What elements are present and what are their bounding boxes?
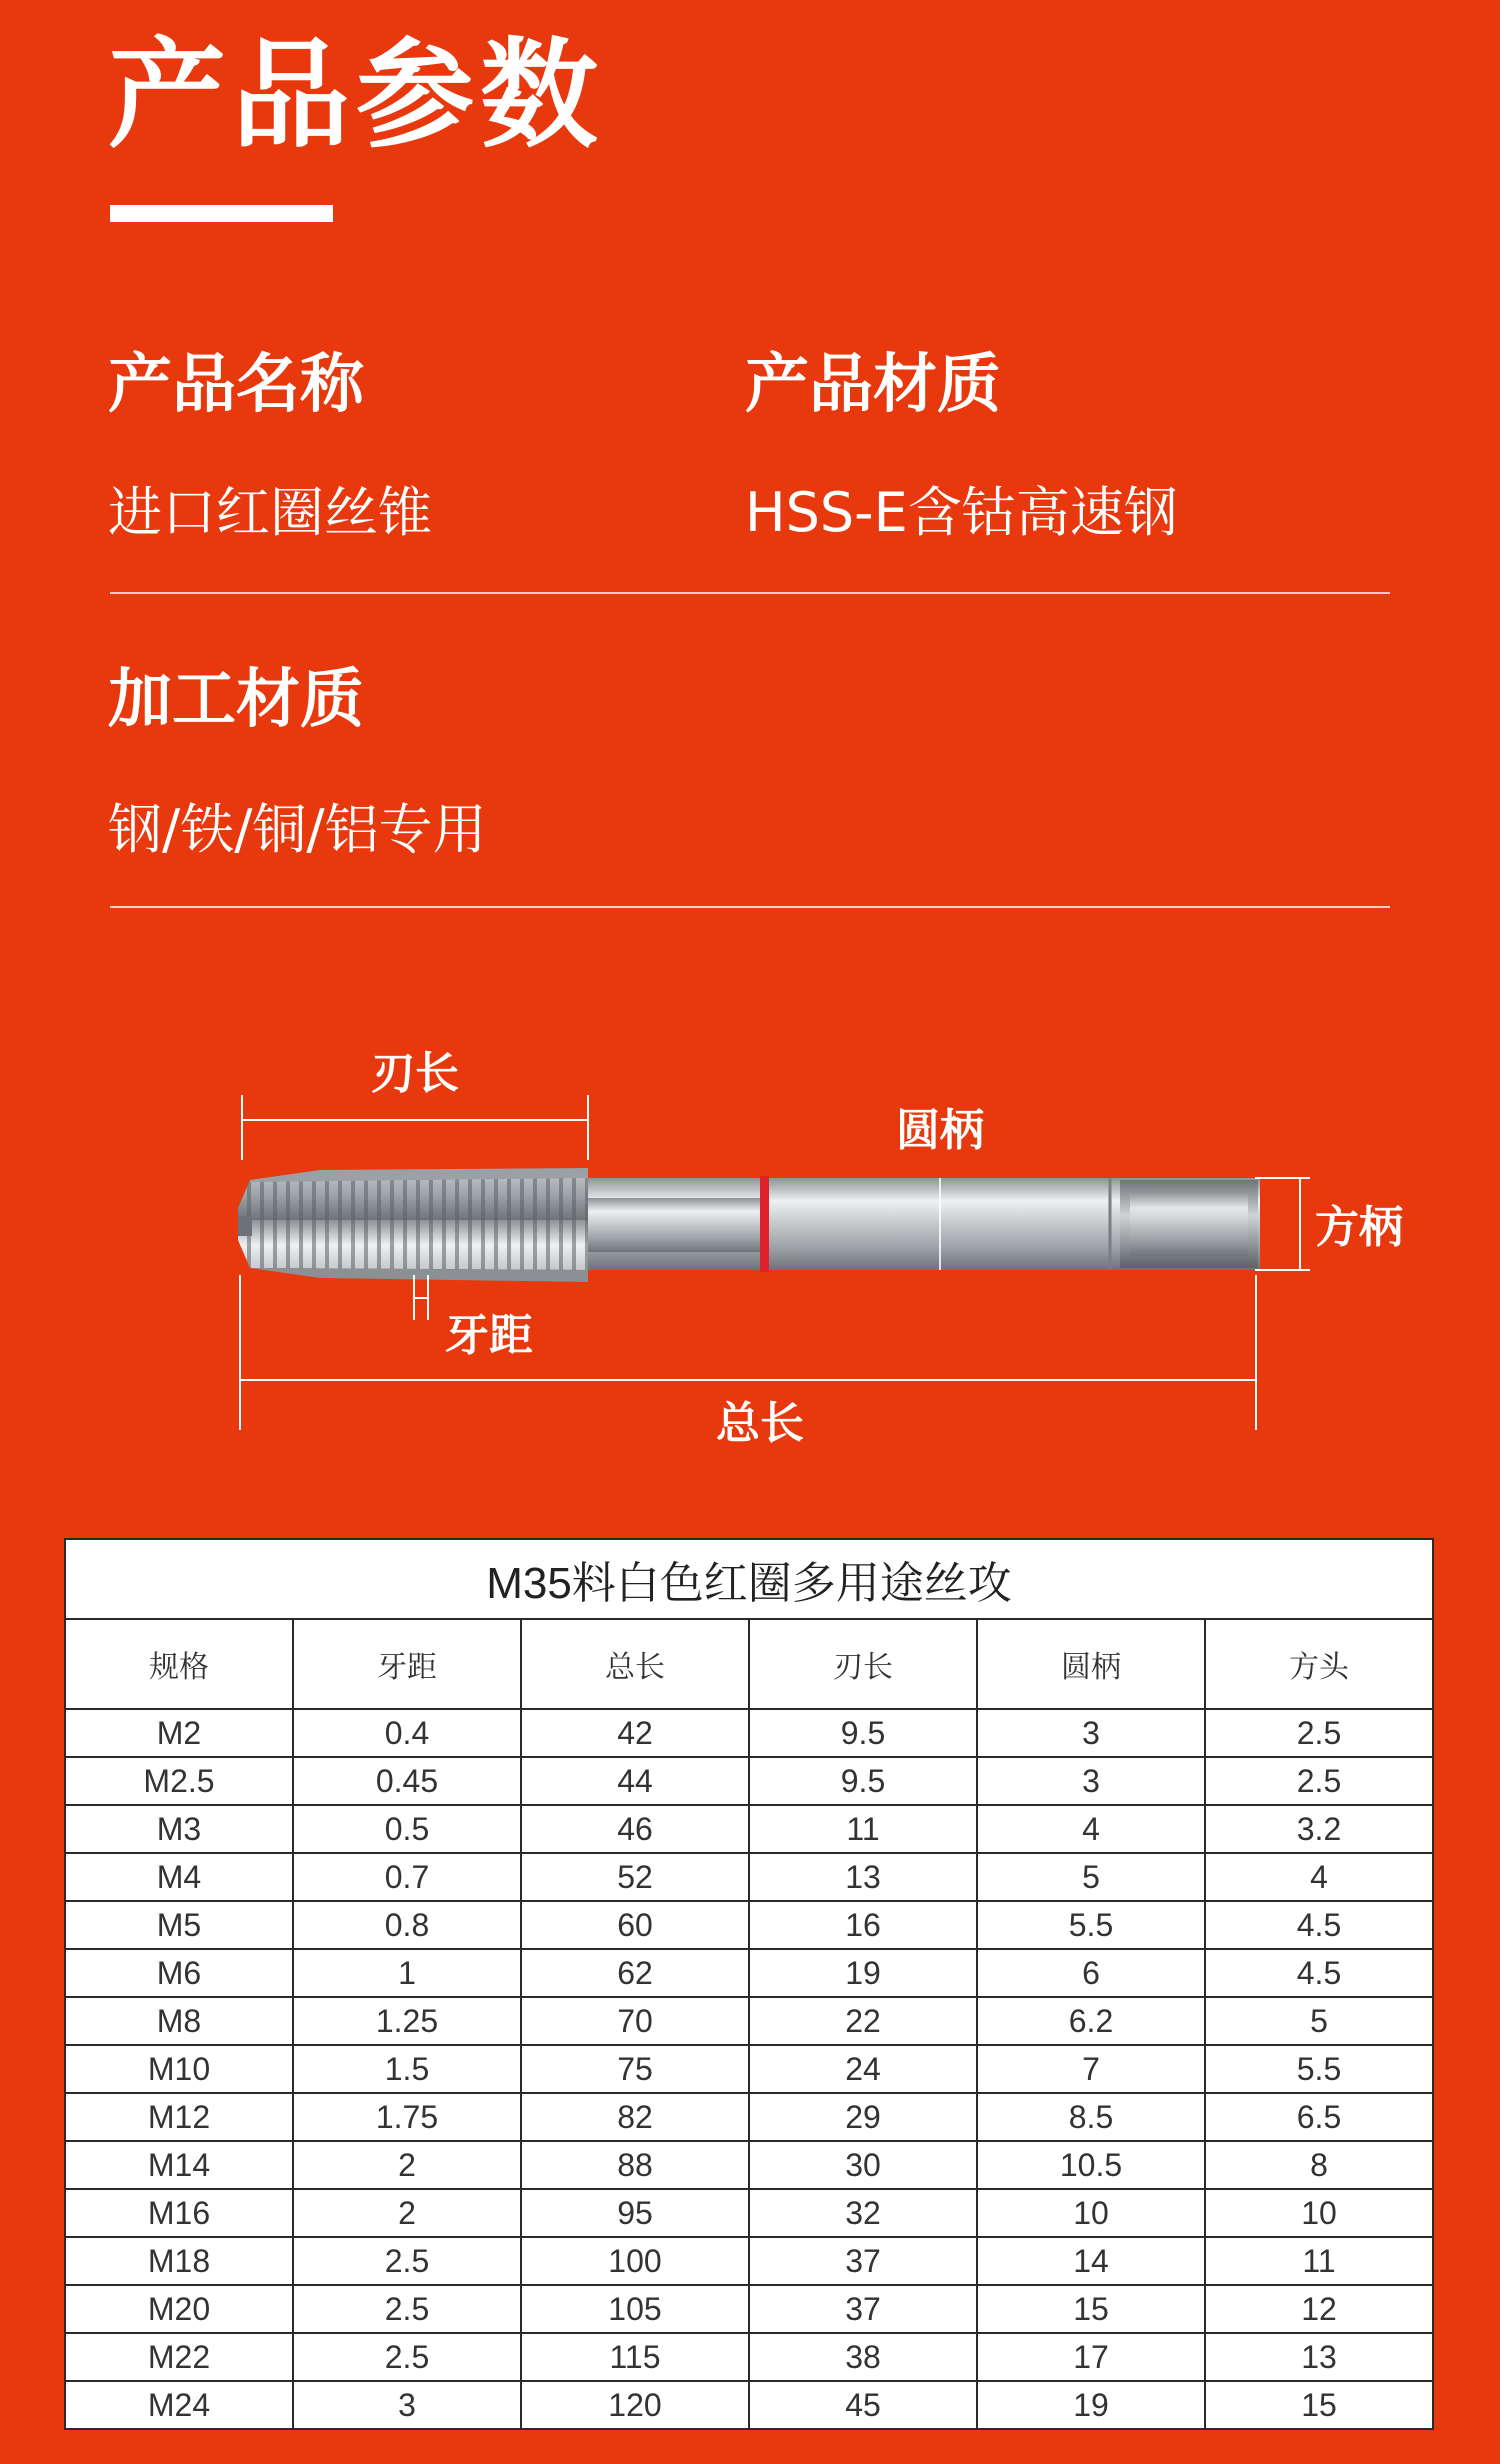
table-cell: 19	[749, 1949, 977, 1997]
table-cell: 11	[1205, 2237, 1433, 2285]
table-cell: 12	[1205, 2285, 1433, 2333]
table-cell: 2.5	[293, 2237, 521, 2285]
table-cell: M3	[65, 1805, 293, 1853]
table-row	[65, 1901, 1433, 1949]
table-cell: 0.7	[293, 1853, 521, 1901]
tap-diagram	[0, 1020, 1500, 1480]
table-cell: 29	[749, 2093, 977, 2141]
table-cell: 16	[749, 1901, 977, 1949]
table-cell: 37	[749, 2285, 977, 2333]
table-cell: M8	[65, 1997, 293, 2045]
table-cell: 2.5	[1205, 1709, 1433, 1757]
total-length-label: 总长	[716, 1398, 804, 1449]
table-cell: 52	[521, 1853, 749, 1901]
table-cell: 100	[521, 2237, 749, 2285]
table-cell: 2.5	[293, 2333, 521, 2381]
table-cell: 37	[749, 2237, 977, 2285]
table-cell: M2	[65, 1709, 293, 1757]
table-row	[65, 1853, 1433, 1901]
table-cell: 82	[521, 2093, 749, 2141]
table-cell: 1.75	[293, 2093, 521, 2141]
table-cell: M18	[65, 2237, 293, 2285]
table-row	[65, 2285, 1433, 2333]
table-cell: 95	[521, 2189, 749, 2237]
divider	[110, 592, 1390, 594]
table-row	[65, 2237, 1433, 2285]
table-row	[65, 2045, 1433, 2093]
table-cell: 120	[521, 2381, 749, 2429]
product-name-label: 产品名称	[108, 348, 364, 422]
table-cell: 10.5	[977, 2141, 1205, 2189]
table-cell: 1	[293, 1949, 521, 1997]
table-row	[65, 2141, 1433, 2189]
table-cell: M22	[65, 2333, 293, 2381]
table-cell: 9.5	[749, 1709, 977, 1757]
table-cell: 4.5	[1205, 1901, 1433, 1949]
blade-length-label: 刃长	[371, 1048, 459, 1099]
table-row	[65, 2333, 1433, 2381]
table-cell: 70	[521, 1997, 749, 2045]
table-cell: 5	[977, 1853, 1205, 1901]
column-header: 方头	[1205, 1619, 1433, 1709]
table-cell: M24	[65, 2381, 293, 2429]
square-shank-label: 方柄	[1315, 1202, 1403, 1253]
round-shank-label: 圆柄	[896, 1105, 984, 1156]
table-cell: M16	[65, 2189, 293, 2237]
table-cell: 11	[749, 1805, 977, 1853]
table-cell: M14	[65, 2141, 293, 2189]
table-cell: 1.25	[293, 1997, 521, 2045]
table-row	[65, 1757, 1433, 1805]
table-cell: 1.5	[293, 2045, 521, 2093]
divider	[110, 906, 1390, 908]
column-header: 刃长	[749, 1619, 977, 1709]
table-cell: 0.45	[293, 1757, 521, 1805]
table-cell: 8.5	[977, 2093, 1205, 2141]
table-caption: M35料白色红圈多用途丝攻	[65, 1539, 1433, 1619]
red-ring	[760, 1176, 769, 1272]
table-cell: 5.5	[977, 1901, 1205, 1949]
spec-table	[64, 1538, 1434, 2430]
table-row	[65, 2381, 1433, 2429]
column-header: 总长	[521, 1619, 749, 1709]
table-cell: 24	[749, 2045, 977, 2093]
table-cell: 9.5	[749, 1757, 977, 1805]
pitch-label: 牙距	[445, 1310, 533, 1361]
table-cell: 105	[521, 2285, 749, 2333]
column-header: 牙距	[293, 1619, 521, 1709]
table-cell: 115	[521, 2333, 749, 2381]
table-row	[65, 1805, 1433, 1853]
table-cell: M12	[65, 2093, 293, 2141]
table-cell: 0.8	[293, 1901, 521, 1949]
tap-illustration	[0, 1020, 1500, 1480]
table-cell: 45	[749, 2381, 977, 2429]
table-cell: 4	[977, 1805, 1205, 1853]
table-cell: M6	[65, 1949, 293, 1997]
table-cell: 0.4	[293, 1709, 521, 1757]
table-cell: 4.5	[1205, 1949, 1433, 1997]
table-cell: 13	[749, 1853, 977, 1901]
table-cell: 62	[521, 1949, 749, 1997]
table-cell: 6.5	[1205, 2093, 1433, 2141]
table-cell: 10	[1205, 2189, 1433, 2237]
table-cell: 30	[749, 2141, 977, 2189]
table-row	[65, 1709, 1433, 1757]
column-header: 规格	[65, 1619, 293, 1709]
table-body	[65, 1709, 1433, 2429]
table-cell: 19	[977, 2381, 1205, 2429]
table-cell: 5	[1205, 1997, 1433, 2045]
table-cell: 75	[521, 2045, 749, 2093]
table-cell: 6.2	[977, 1997, 1205, 2045]
table-cell: 15	[1205, 2381, 1433, 2429]
table-cell: 3	[977, 1709, 1205, 1757]
table-row	[65, 1949, 1433, 1997]
table-cell: 0.5	[293, 1805, 521, 1853]
table-cell: M4	[65, 1853, 293, 1901]
table-cell: 13	[1205, 2333, 1433, 2381]
table-row	[65, 2189, 1433, 2237]
table-cell: 3.2	[1205, 1805, 1433, 1853]
table-cell: M2.5	[65, 1757, 293, 1805]
table-cell: 22	[749, 1997, 977, 2045]
title-underline	[110, 205, 333, 222]
table-cell: 14	[977, 2237, 1205, 2285]
table-cell: 2	[293, 2141, 521, 2189]
material-label: 产品材质	[745, 348, 1001, 422]
table-cell: 7	[977, 2045, 1205, 2093]
table-cell: 2	[293, 2189, 521, 2237]
table-cell: 10	[977, 2189, 1205, 2237]
table-row	[65, 2093, 1433, 2141]
page-title: 产品参数	[108, 26, 605, 164]
table-cell: 15	[977, 2285, 1205, 2333]
table-cell: 3	[293, 2381, 521, 2429]
table-cell: 5.5	[1205, 2045, 1433, 2093]
table-cell: M10	[65, 2045, 293, 2093]
table-cell: 42	[521, 1709, 749, 1757]
table-cell: 60	[521, 1901, 749, 1949]
table-cell: M5	[65, 1901, 293, 1949]
table-header-row	[65, 1619, 1433, 1709]
table-cell: M20	[65, 2285, 293, 2333]
column-header: 圆柄	[977, 1619, 1205, 1709]
table-cell: 2.5	[1205, 1757, 1433, 1805]
table-cell: 4	[1205, 1853, 1433, 1901]
table-cell: 46	[521, 1805, 749, 1853]
table-cell: 32	[749, 2189, 977, 2237]
table-cell: 3	[977, 1757, 1205, 1805]
table-cell: 2.5	[293, 2285, 521, 2333]
table-cell: 8	[1205, 2141, 1433, 2189]
product-name-value: 进口红圈丝锥	[108, 481, 432, 544]
table-row	[65, 1997, 1433, 2045]
table-cell: 44	[521, 1757, 749, 1805]
table-cell: 6	[977, 1949, 1205, 1997]
material-value: HSS-E含钴高速钢	[745, 481, 1178, 544]
work-material-label: 加工材质	[108, 663, 364, 737]
table-cell: 17	[977, 2333, 1205, 2381]
work-material-value: 钢/铁/铜/铝专用	[108, 798, 487, 861]
table-cell: 88	[521, 2141, 749, 2189]
table-cell: 38	[749, 2333, 977, 2381]
